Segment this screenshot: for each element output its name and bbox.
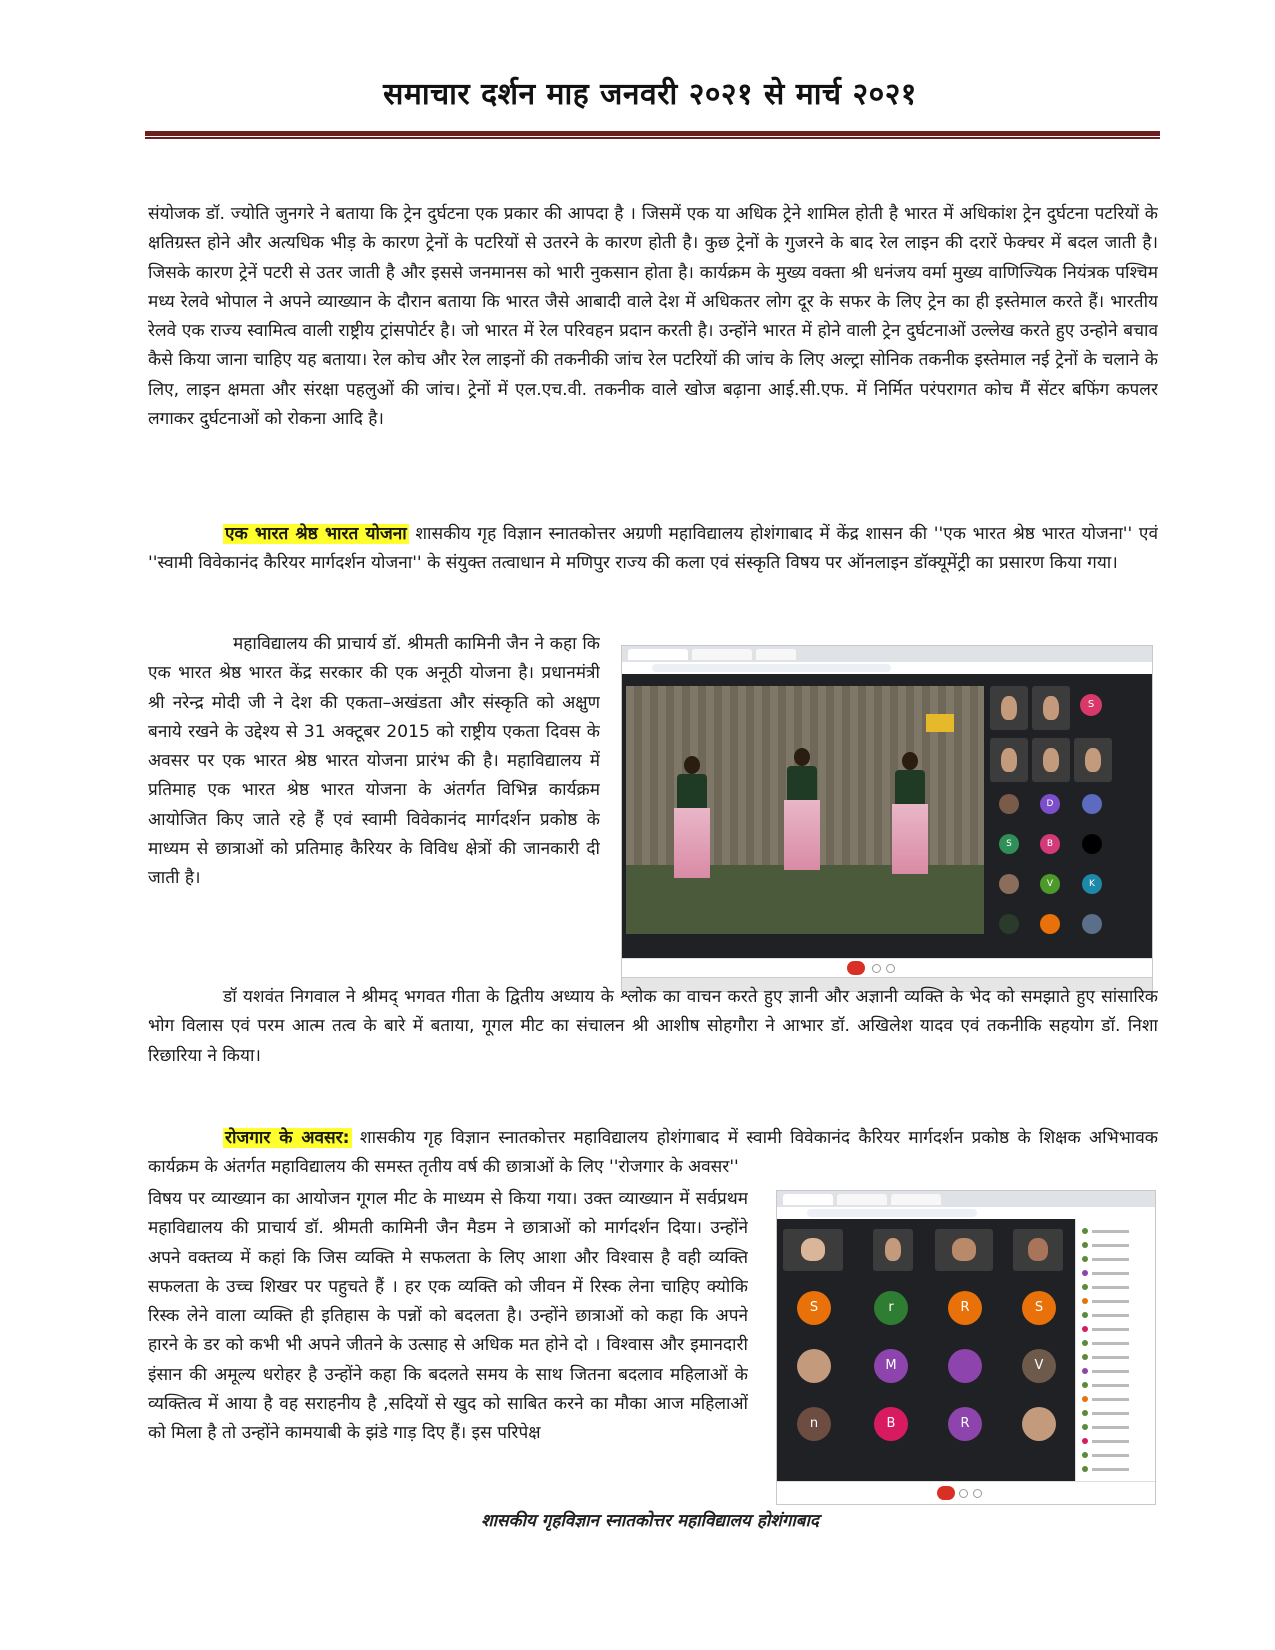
mic-icon	[872, 964, 881, 973]
participant-avatar	[999, 914, 1019, 934]
participant-video	[1032, 686, 1070, 730]
paragraph-body: शासकीय गृह विज्ञान स्नातकोत्तर अग्रणी महाविद्यालय होशंगाबाद में केंद्र शासन की ''एक भारत श्रेष्ठ भारत योजना'' एवं ''स्वामी विवेकानंद कैरियर मार्गदर्शन योजना'' के संयुक्त तत्वाधान मे मणिपुर राज्य की कला एवं संस्कृति विषय पर ऑनलाइन डॉक्यूमेंट्री का प्रसारण किया गया।	[148, 524, 1158, 574]
browser-tab-bar	[777, 1191, 1155, 1207]
participant-avatar: R	[948, 1291, 982, 1325]
dancer-figure	[674, 756, 710, 878]
participant-avatar: r	[874, 1291, 908, 1325]
participant-avatar	[1082, 834, 1102, 854]
dancer-figure	[892, 752, 928, 874]
dancer-figure	[784, 748, 820, 870]
participant-avatar: S	[1080, 694, 1102, 716]
participant-video	[990, 738, 1028, 782]
end-call-icon	[847, 961, 865, 975]
page-title: समाचार दर्शन माह जनवरी २०२१ से मार्च २०२१	[383, 77, 917, 112]
participant-avatar: B	[874, 1407, 908, 1441]
paragraph-train-accident: संयोजक डॉ. ज्योति जुनगरे ने बताया कि ट्रेन दुर्घटना एक प्रकार की आपदा है । जिसमें एक या अधिक ट्रेने शामिल होती है भारत में अधिकांश ट्रेन दुर्घटना पटरियों के क्षतिग्रस्त होने और अत्यधिक भीड़ के कारण ट्रेनों के पटरियों से उतरने के कारण होती है। कुछ ट्रेनों के गुजरने के बाद रेल लाइन की दरारें फेक्चर में बदल जाती है। जिसके कारण ट्रेनें पटरी से उतर जाती है और इससे जनमानस को भारी नुकसान होता है। कार्यक्रम के मुख्य वक्ता श्री धनंजय वर्मा मुख्य वाणिज्यिक नियंत्रक पश्चिम मध्य रेलवे भोपाल ने अपने व्याख्यान के दौरान बताया कि भारत जैसे आबादी वाले देश में अधिकतर लोग दूर के सफर के लिए ट्रेन का ही इस्तेमाल करते हैं। भारतीय रेलवे एक राज्य स्वामित्व वाली राष्ट्रीय ट्रांसपोर्टर है। जो भारत में रेल परिवहन प्रदान करती है। उन्होंने भारत में होने वाली ट्रेन दुर्घटनाओं उल्लेख करते हुए उन्होने बचाव कैसे किया जाना चाहिए यह बताया। रेल कोच और रेल लाइनों की तकनीकी जांच रेल पटरियों की जांच के लिए अल्ट्रा सोनिक तकनीक इस्तेमाल नई ट्रेनों के चलाने के लिए, लाइन क्षमता और संरक्षा पहलुओं की जांच। ट्रेनों में एल.एच.वी. तकनीक वाले खोज बढ़ाना आई.सी.एफ. में निर्मित परंपरागत कोच मैं सेंटर बफिंग कपलर लगाकर दुर्घटनाओं को रोकना आदि है।	[148, 204, 1158, 430]
end-call-icon	[937, 1486, 955, 1500]
participant-avatar: S	[999, 834, 1019, 854]
participant-avatar	[999, 874, 1019, 894]
participant-avatar: S	[797, 1291, 831, 1325]
meet-controls	[622, 958, 1152, 978]
participant-avatar: n	[797, 1407, 831, 1441]
highlight-heading-rojgar: रोजगार के अवसर:	[225, 1128, 350, 1148]
participant-avatar: M	[874, 1349, 908, 1383]
participant-video	[873, 1229, 913, 1271]
participant-avatar	[999, 794, 1019, 814]
participant-video	[1074, 738, 1112, 782]
participant-avatar	[797, 1349, 831, 1383]
participant-avatar: S	[1022, 1291, 1056, 1325]
camera-icon	[886, 964, 895, 973]
paragraph-rojgar-continued: विषय पर व्याख्यान का आयोजन गूगल मीट के माध्यम से किया गया। उक्त व्याख्यान में सर्वप्रथम महाविद्यालय की प्राचार्य डॉ. श्रीमती कामिनी जैन मैडम ने छात्राओं को मार्गदर्शन दिया। उन्होंने अपने वक्तव्य में कहां कि जिस व्यक्ति मे सफलता के लिए आशा और विश्वास है वही व्यक्ति सफलता के उच्च शिखर पर पहुचते हैं । हर एक व्यक्ति को जीवन में रिस्क लेना चाहिए क्योकि रिस्क लेने वाला व्यक्ति ही इतिहास के पन्नों को बदलता है। उन्होंने छात्राओं को कहा कि अपने हारने के डर को कभी भी अपने जीतने के उत्साह से अधिक मत होने दो । विश्वास और इमानदारी इंसान की अमूल्य धरोहर है उन्होंने कहा कि बदलते समय के साथ जितना बदलाव महिलाओं के व्यक्तित्व में आया है वह सराहनीय है ,सदियों से खुद को साबित करने का मौका आज महिलाओं को मिला है तो उन्होंने कामयाबी के झंडे गाड़ दिए हैं। इस परिपेक्ष	[148, 1189, 748, 1444]
participant-video	[990, 686, 1028, 730]
page-footer: शासकीय गृहविज्ञान स्नातकोत्तर महाविद्यालय होशंगाबाद	[481, 1511, 819, 1531]
presentation-video	[626, 686, 984, 934]
meet-controls	[777, 1481, 1155, 1504]
title-divider	[145, 131, 1160, 139]
participant-video	[935, 1229, 993, 1271]
participant-video	[1032, 738, 1070, 782]
participant-avatar	[1082, 914, 1102, 934]
browser-tab-bar	[622, 646, 1152, 662]
participant-video	[1013, 1229, 1063, 1271]
participant-avatar: V	[1040, 874, 1060, 894]
participant-avatar: D	[1040, 794, 1060, 814]
paragraph-ek-bharat	[148, 520, 1158, 610]
meet-stage	[622, 674, 1152, 959]
participants-panel	[1075, 1219, 1155, 1482]
paragraph-body: शासकीय गृह विज्ञान स्नातकोत्तर महाविद्यालय होशंगाबाद में स्वामी विवेकानंद कैरियर मार्गदर्शन प्रकोष्ठ के शिक्षक अभिभावक कार्यक्रम के अंतर्गत महाविद्यालय की समस्त तृतीय वर्ष की छात्राओं के लिए ''रोजगार के अवसर''	[148, 1128, 1158, 1178]
participant-avatar: K	[1082, 874, 1102, 894]
mic-icon	[959, 1489, 968, 1498]
camera-icon	[973, 1489, 982, 1498]
participant-avatar: V	[1022, 1349, 1056, 1383]
paragraph-rojgar	[148, 1124, 1158, 1184]
meet-grid	[777, 1219, 1075, 1482]
logo-icon	[926, 714, 954, 732]
participant-avatar	[1022, 1407, 1056, 1441]
participant-avatar	[1040, 914, 1060, 934]
participant-avatar: R	[948, 1407, 982, 1441]
participant-avatar	[1082, 794, 1102, 814]
participant-video	[783, 1229, 843, 1271]
paragraph-gita-reading: डॉ यशवंत निगवाल ने श्रीमद् भगवत गीता के द्वितीय अध्याय के श्लोक का वाचन करते हुए ज्ञानी और अज्ञानी व्यक्ति के भेद को समझाते हुए सांसारिक भोग विलास एवं परम आत्म तत्व के बारे में बताया, गूगल मीट का संचालन श्री आशीष सोहगौरा ने आभार डॉ. अखिलेश यादव एवं तकनीकि सहयोग डॉ. निशा रिछारिया ने किया।	[148, 987, 1158, 1066]
paragraph-principal-speech: महाविद्यालय की प्राचार्य डॉ. श्रीमती कामिनी जैन ने कहा कि एक भारत श्रेष्ठ भारत केंद्र सरकार की एक अनूठी योजना है। प्रधानमंत्री श्री नरेन्द्र मोदी जी ने देश की एकता–अखंडता और संस्कृति को अक्षुण बनाये रखने के उद्देश्य से 31 अक्टूबर 2015 को राष्ट्रीय एकता दिवस के अवसर पर एक भारत श्रेष्ठ भारत योजना प्रारंभ की है। महाविद्यालय में प्रतिमाह एक भारत श्रेष्ठ भारत योजना के अंतर्गत विभिन्न कार्यक्रम आयोजित किए जाते रहे हैं एवं स्वामी विवेकानंद मार्गदर्शन प्रकोष्ठ के माध्यम से छात्राओं को प्रतिमाह कैरियर के विविध क्षेत्रों की जानकारी दी जाती है।	[148, 634, 600, 889]
participant-avatar	[948, 1349, 982, 1383]
meet-screenshot-grid	[776, 1190, 1156, 1505]
meet-screenshot-dance	[621, 645, 1153, 992]
participant-avatar: B	[1040, 834, 1060, 854]
highlight-heading-ek-bharat: एक भारत श्रेष्ठ भारत योजना	[225, 524, 407, 544]
